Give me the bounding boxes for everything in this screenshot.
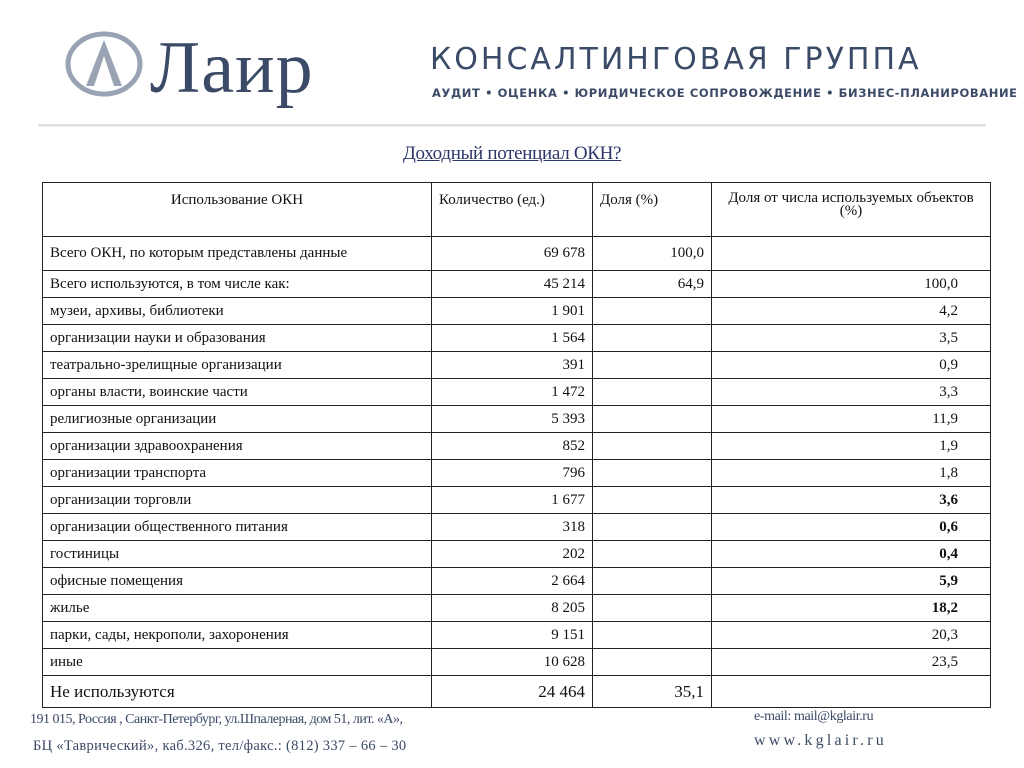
table-row: [43, 568, 991, 595]
table-row: [43, 237, 991, 271]
cell-share-used: 0,4: [712, 541, 991, 568]
cell-usage: жилье: [43, 595, 432, 622]
cell-share-used: 20,3: [712, 622, 991, 649]
cell-share: [593, 325, 712, 352]
cell-share: [593, 595, 712, 622]
cell-qty: 1 677: [432, 487, 593, 514]
cell-share-used: 4,2: [712, 298, 991, 325]
cell-share: [593, 379, 712, 406]
cell-usage: организации науки и образования: [43, 325, 432, 352]
header-divider: [38, 124, 986, 127]
table-row: [43, 622, 991, 649]
cell-qty: 10 628: [432, 649, 593, 676]
table-row: [43, 379, 991, 406]
cell-share-used: 23,5: [712, 649, 991, 676]
cell-usage: Всего ОКН, по которым представлены данные: [43, 237, 432, 271]
cell-share-used: 11,9: [712, 406, 991, 433]
page-title: Доходный потенциал ОКН?: [402, 143, 622, 164]
table-row: [43, 460, 991, 487]
cell-share: [593, 487, 712, 514]
cell-qty: 2 664: [432, 568, 593, 595]
cell-share: 64,9: [593, 271, 712, 298]
col-header-qty: Количество (ед.): [432, 183, 593, 237]
table-row: [43, 649, 991, 676]
cell-qty: 8 205: [432, 595, 593, 622]
table-row: [43, 352, 991, 379]
table-row: [43, 514, 991, 541]
cell-share: [593, 352, 712, 379]
cell-share-used: 100,0: [712, 271, 991, 298]
footer-address: 191 015, Россия , Санкт-Петербург, ул.Шпалерная, дом 51, лит. «А»,: [30, 712, 403, 727]
logo-icon: [64, 30, 144, 98]
cell-share-used: 3,6: [712, 487, 991, 514]
cell-qty: 202: [432, 541, 593, 568]
cell-qty: 5 393: [432, 406, 593, 433]
cell-qty: 9 151: [432, 622, 593, 649]
cell-share: [593, 298, 712, 325]
cell-share: [593, 649, 712, 676]
cell-share: [593, 514, 712, 541]
col-header-share-used: Доля от числа используемых объектов (%): [712, 183, 991, 237]
cell-share: 35,1: [593, 676, 712, 708]
cell-share: [593, 541, 712, 568]
table-header-row: [43, 183, 991, 237]
footer-website: www.kglair.ru: [754, 732, 887, 749]
cell-qty: 69 678: [432, 237, 593, 271]
cell-share-used: 3,3: [712, 379, 991, 406]
cell-usage: Не используются: [43, 676, 432, 708]
cell-share-used: 0,9: [712, 352, 991, 379]
cell-usage: организации транспорта: [43, 460, 432, 487]
cell-share-used: 1,8: [712, 460, 991, 487]
cell-share-used: 5,9: [712, 568, 991, 595]
data-table: [42, 182, 991, 708]
table-row: [43, 487, 991, 514]
cell-usage: органы власти, воинские части: [43, 379, 432, 406]
cell-usage: парки, сады, некрополи, захоронения: [43, 622, 432, 649]
cell-share-used: 3,5: [712, 325, 991, 352]
cell-share-used: 18,2: [712, 595, 991, 622]
cell-qty: 1 564: [432, 325, 593, 352]
cell-qty: 24 464: [432, 676, 593, 708]
footer-business-center: БЦ «Таврический», каб.326, тел/факс.: (812) 337 – 66 – 30: [33, 738, 407, 754]
table-row: [43, 541, 991, 568]
col-header-usage: Использование ОКН: [43, 183, 432, 237]
cell-share-used: 1,9: [712, 433, 991, 460]
cell-share: [593, 406, 712, 433]
cell-usage: иные: [43, 649, 432, 676]
cell-usage: гостиницы: [43, 541, 432, 568]
cell-usage: Всего используются, в том числе как:: [43, 271, 432, 298]
cell-usage: организации здравоохранения: [43, 433, 432, 460]
cell-share: 100,0: [593, 237, 712, 271]
cell-share-used: [712, 237, 991, 271]
cell-qty: 391: [432, 352, 593, 379]
table-row: [43, 298, 991, 325]
cell-share-used: [712, 676, 991, 708]
company-name: КОНСАЛТИНГОВАЯ ГРУППА: [430, 42, 922, 77]
cell-share: [593, 568, 712, 595]
footer-email: e-mail: mail@kglair.ru: [754, 709, 874, 724]
logo-wordmark: Лаир: [150, 27, 314, 109]
table-row: [43, 271, 991, 298]
table-row: [43, 676, 991, 708]
cell-usage: религиозные организации: [43, 406, 432, 433]
cell-usage: офисные помещения: [43, 568, 432, 595]
cell-qty: 796: [432, 460, 593, 487]
table-row: [43, 406, 991, 433]
cell-qty: 852: [432, 433, 593, 460]
table-row: [43, 433, 991, 460]
cell-usage: музеи, архивы, библиотеки: [43, 298, 432, 325]
cell-share: [593, 460, 712, 487]
cell-usage: организации торговли: [43, 487, 432, 514]
cell-share: [593, 622, 712, 649]
col-header-share: Доля (%): [593, 183, 712, 237]
cell-qty: 1 901: [432, 298, 593, 325]
cell-usage: организации общественного питания: [43, 514, 432, 541]
company-tagline: АУДИТ • ОЦЕНКА • ЮРИДИЧЕСКОЕ СОПРОВОЖДЕНИЕ • БИЗНЕС-ПЛАНИРОВАНИЕ: [432, 86, 1018, 100]
cell-share: [593, 433, 712, 460]
cell-qty: 1 472: [432, 379, 593, 406]
table-row: [43, 325, 991, 352]
cell-share-used: 0,6: [712, 514, 991, 541]
table-row: [43, 595, 991, 622]
cell-usage: театрально-зрелищные организации: [43, 352, 432, 379]
cell-qty: 318: [432, 514, 593, 541]
cell-qty: 45 214: [432, 271, 593, 298]
